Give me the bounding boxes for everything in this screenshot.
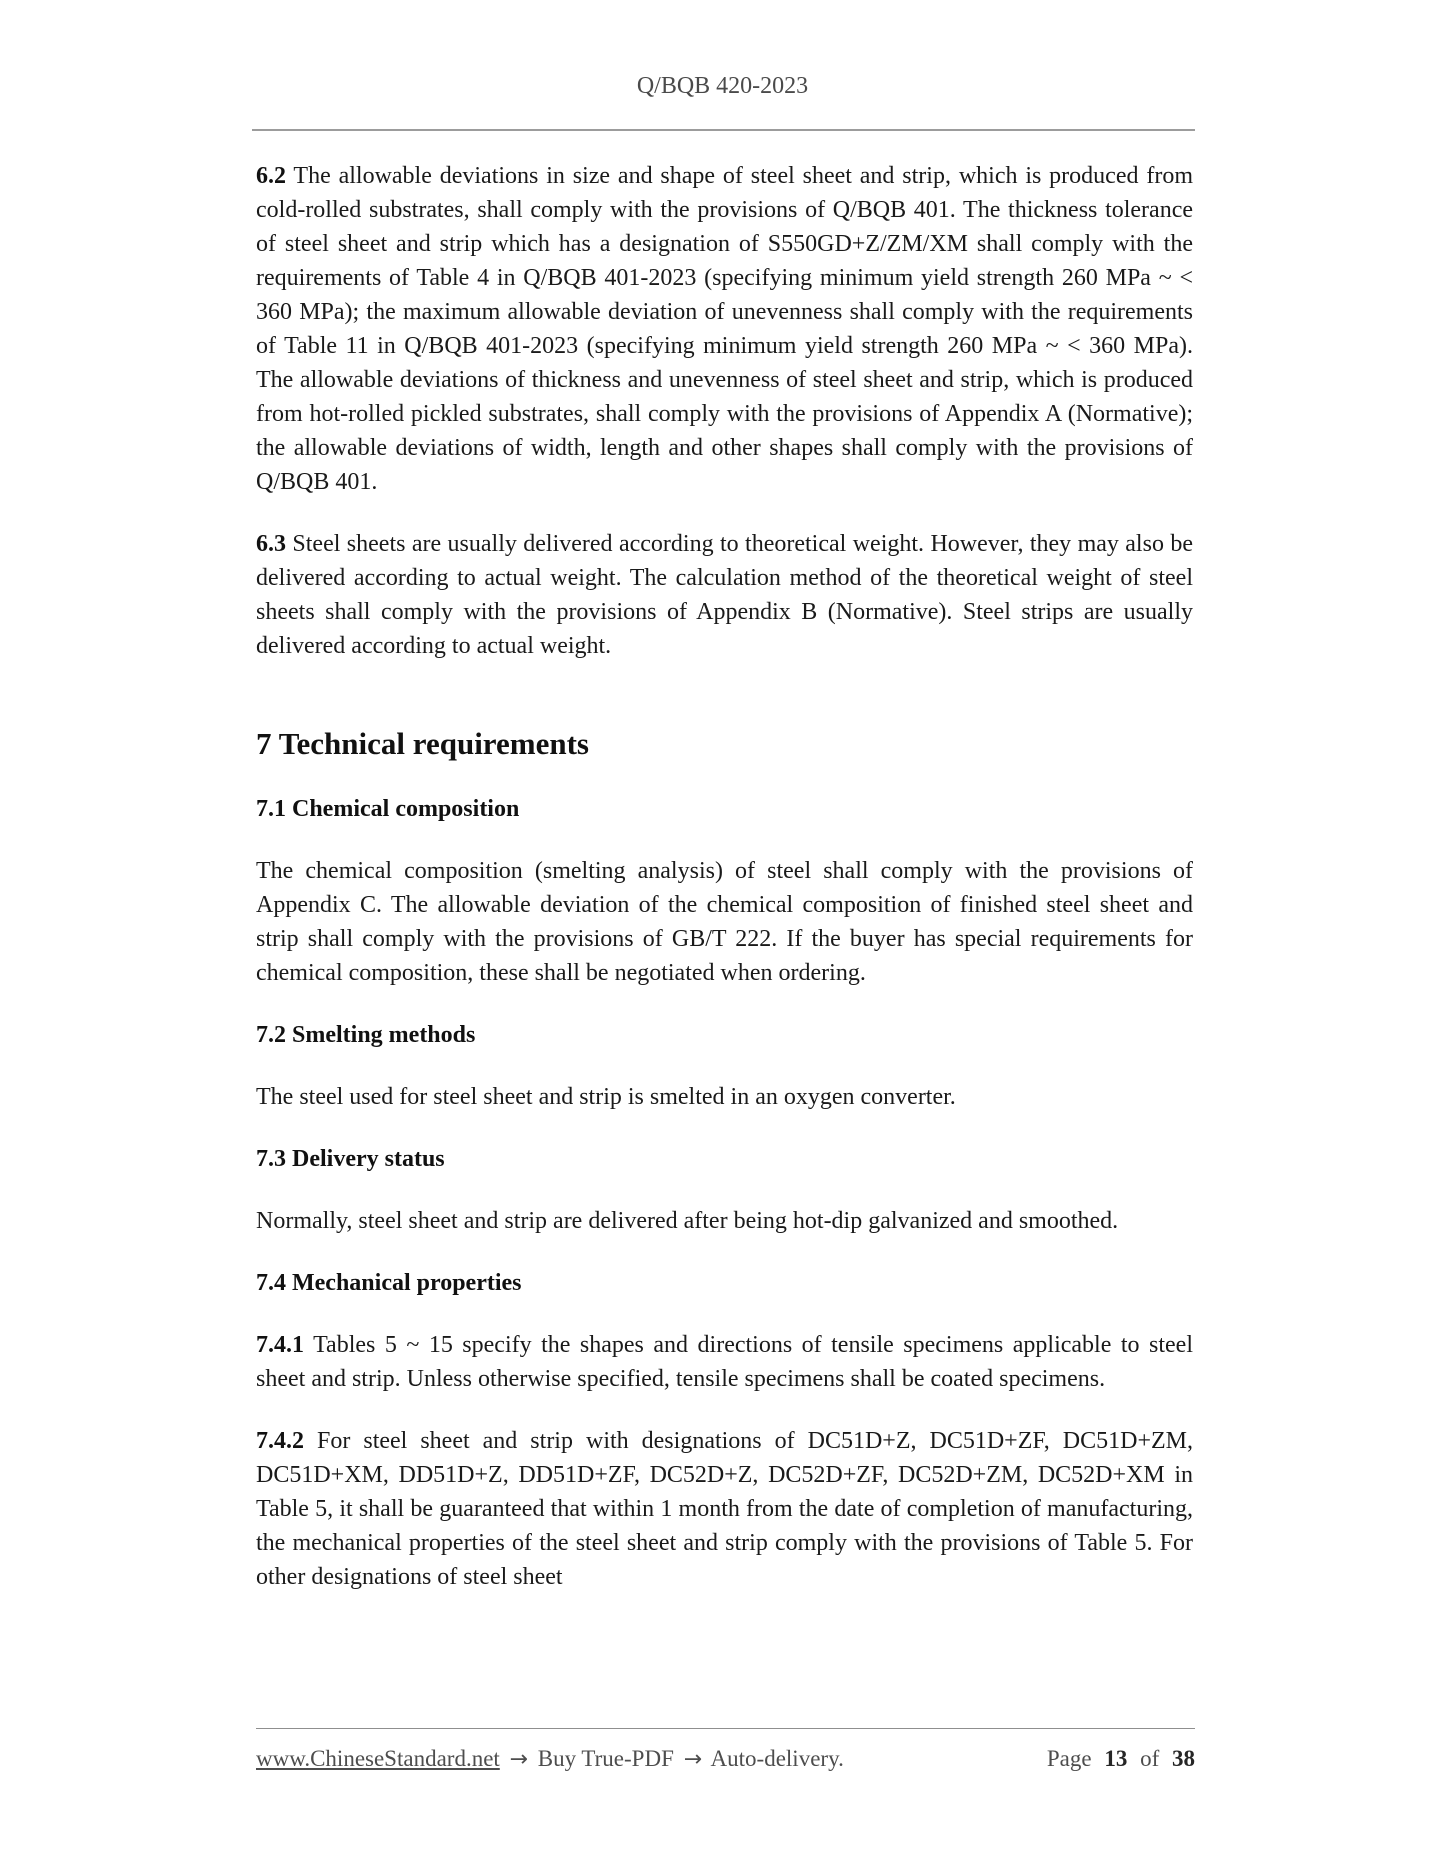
page-label: Page	[1046, 1746, 1092, 1771]
paragraph-text: Steel sheets are usually delivered according to theoretical weight. However, they may also be delivered according to actual weight. The calculation method of the theoretical weight of steel sheets shall comply with the provisions of Appendix B (Normative). Steel strips are usually delivered according to actual weight.	[256, 531, 1193, 659]
page-content	[256, 159, 1193, 1594]
paragraph-number: 6.3	[256, 531, 286, 557]
page-header	[0, 0, 1445, 131]
paragraph-text: Tables 5 ~ 15 specify the shapes and directions of tensile specimens applicable to steel sheet and strip. Unless otherwise specified, tensile specimens shall be coated specimens.	[256, 1332, 1193, 1392]
footer-delivery-text: Auto-delivery.	[710, 1746, 844, 1771]
document-code: Q/BQB 420-2023	[636, 73, 809, 99]
right-arrow-icon: →	[509, 1747, 528, 1772]
paragraph-6-2	[256, 159, 1193, 499]
paragraph-number: 7.4.2	[256, 1428, 304, 1454]
paragraph-7-4-1	[256, 1328, 1193, 1396]
paragraph-6-3	[256, 527, 1193, 663]
right-arrow-icon: →	[683, 1747, 703, 1772]
paragraph-7-2: The steel used for steel sheet and strip is smelted in an oxygen converter.	[256, 1084, 956, 1110]
header-divider	[252, 129, 1195, 131]
section-7-1-heading: 7.1 Chemical composition	[256, 796, 520, 822]
page-number: 13	[1104, 1746, 1128, 1771]
paragraph-text: For steel sheet and strip with designations of DC51D+Z, DC51D+ZF, DC51D+ZM, DC51D+XM, DD51D+Z, DD51D+ZF, DC52D+Z, DC52D+ZF, DC52D+ZM, DC52D+XM in Table 5, it shall be guaranteed that within 1 month from the date of completion of manufacturing, the mechanical properties of the steel sheet and strip comply with the provisions of Table 5. For other designations of steel sheet	[256, 1428, 1194, 1590]
section-7-2-heading: 7.2 Smelting methods	[256, 1022, 476, 1048]
paragraph-7-3: Normally, steel sheet and strip are delivered after being hot-dip galvanized and smoothed.	[256, 1208, 1119, 1234]
paragraph-number: 7.4.1	[256, 1332, 304, 1358]
total-pages: 38	[1172, 1746, 1195, 1771]
page-indicator	[1047, 1744, 1195, 1774]
paragraph-7-4-2	[256, 1424, 1193, 1594]
paragraph-text: The allowable deviations in size and shape of steel sheet and strip, which is produced from cold-rolled substrates, shall comply with the provisions of Q/BQB 401. The thickness tolerance of steel sheet and strip which has a designation of S550GD+Z/ZM/XM shall comply with the requirements of Table 4 in Q/BQB 401-2023 (specifying minimum yield strength 260 MPa ~ < 360 MPa); the maximum allowable deviation of unevenness shall comply with the requirements of Table 11 in Q/BQB 401-2023 (specifying minimum yield strength 260 MPa ~ < 360 MPa). The allowable deviations of thickness and unevenness of steel sheet and strip, which is produced from hot-rolled pickled substrates, shall comply with the provisions of Appendix A (Normative); the allowable deviations of width, length and other shapes shall comply with the provisions of Q/BQB 401.	[256, 163, 1193, 495]
website-link[interactable]: www.ChineseStandard.net	[256, 1746, 500, 1771]
of-label: of	[1140, 1746, 1160, 1771]
paragraph-number: 6.2	[256, 163, 286, 189]
section-7-4-heading: 7.4 Mechanical properties	[256, 1270, 522, 1296]
footer-buy-text: Buy True-PDF	[537, 1746, 674, 1771]
page-footer	[256, 1728, 1195, 1775]
footer-promo	[256, 1744, 844, 1775]
section-7-3-heading: 7.3 Delivery status	[256, 1146, 445, 1172]
section-7-heading: 7 Technical requirements	[256, 726, 589, 761]
paragraph-7-1: The chemical composition (smelting analysis) of steel shall comply with the provisions of Appendix C. The allowable deviation of the chemical composition of finished steel sheet and strip shall comply with the provisions of GB/T 222. If the buyer has special requirements for chemical composition, these shall be negotiated when ordering.	[256, 858, 1193, 986]
footer-divider	[256, 1728, 1195, 1729]
